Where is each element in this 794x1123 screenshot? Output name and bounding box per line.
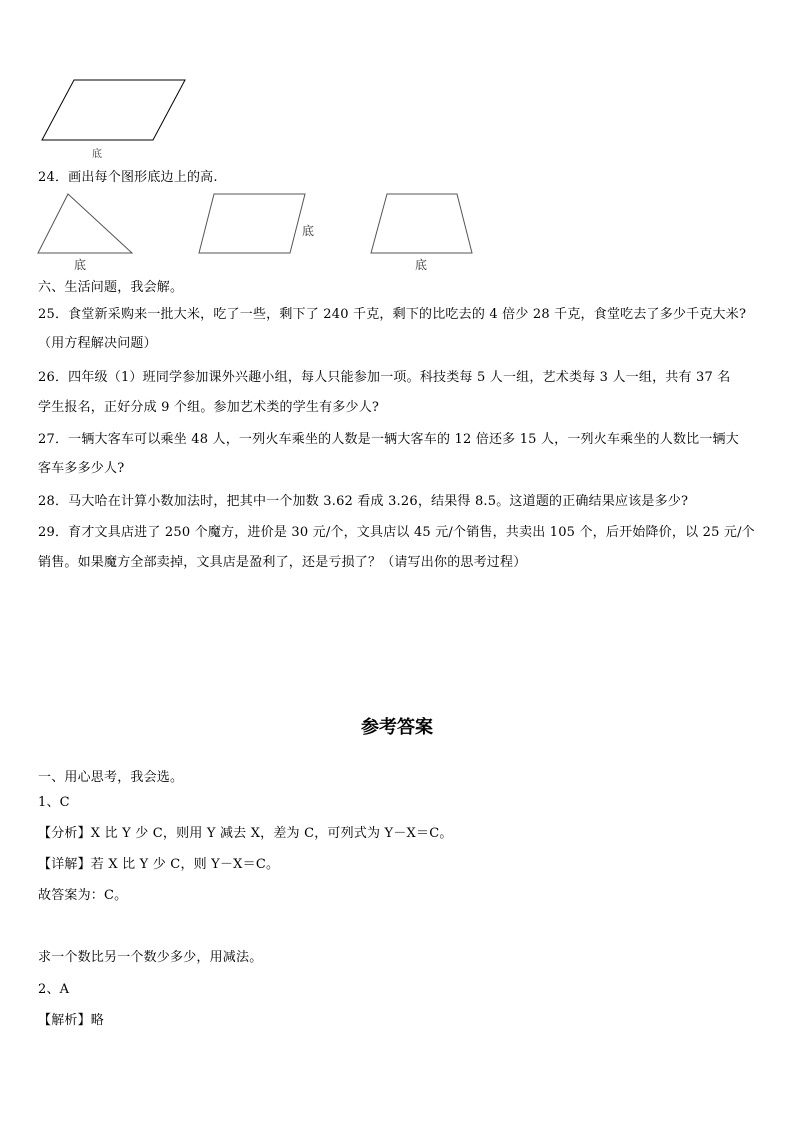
question-26-line2: 学生报名，正好分成 9 个组。参加艺术类的学生有多少人? [38,400,380,415]
parallelogram-figure [0,0,794,160]
question-27-line2: 客车多多少人? [38,461,125,476]
question-26-line1: 26．四年级（1）班同学参加课外兴趣小组，每人只能参加一项。科技类每 5 人一组，艺术类每 3 人一组，共有 37 名 [38,370,731,385]
answer-2-analysis: 【解析】略 [38,1013,105,1028]
answer-1-result: 故答案为：C。 [38,888,128,903]
trapezoid-base-label: 底 [415,258,428,272]
parallelogram-side-base-label: 底 [302,224,315,238]
question-25-line1: 25．食堂新采购来一批大米，吃了一些，剩下了 240 千克，剩下的比吃去的 4 倍少 28 千克，食堂吃去了多少千克大米? [38,307,747,322]
answers-title: 参考答案 [361,717,433,738]
question-24: 24．画出每个图形底边上的高. [38,170,218,185]
answer-1-detail: 【详解】若 X 比 Y 少 C，则 Y－X＝C。 [38,857,280,872]
triangle-base-label: 底 [74,258,87,272]
question-29-line1: 29．育才文具店进了 250 个魔方，进价是 30 元/个，文具店以 45 元/个销售，共卖出 105 个，后开始降价，以 25 元/个 [38,525,755,540]
answer-1-analysis: 【分析】X 比 Y 少 C，则用 Y 减去 X，差为 C，可列式为 Y－X＝C。 [38,826,453,841]
question-28: 28．马大哈在计算小数加法时，把其中一个加数 3.62 看成 3.26，结果得 8.5。这道题的正确结果应该是多少? [38,494,689,509]
question-25-line2: （用方程解决问题） [38,336,157,351]
answers-section-1: 一、用心思考，我会选。 [38,770,184,785]
answer-2: 2、A [38,982,70,997]
question-27-line1: 27．一辆大客车可以乘坐 48 人，一列火车乘坐的人数是一辆大客车的 12 倍还多 15 人，一列火车乘坐的人数比一辆大 [38,432,739,447]
section-6-heading: 六、生活问题，我会解。 [38,280,184,295]
q24-figures [0,190,794,270]
answer-1: 1、C [38,795,70,810]
answer-1-note: 求一个数比另一个数少多少，用减法。 [38,950,263,965]
parallelogram-base-label: 底 [92,149,102,160]
question-29-line2: 销售。如果魔方全部卖掉，文具店是盈利了，还是亏损了？（请写出你的思考过程） [38,555,527,570]
